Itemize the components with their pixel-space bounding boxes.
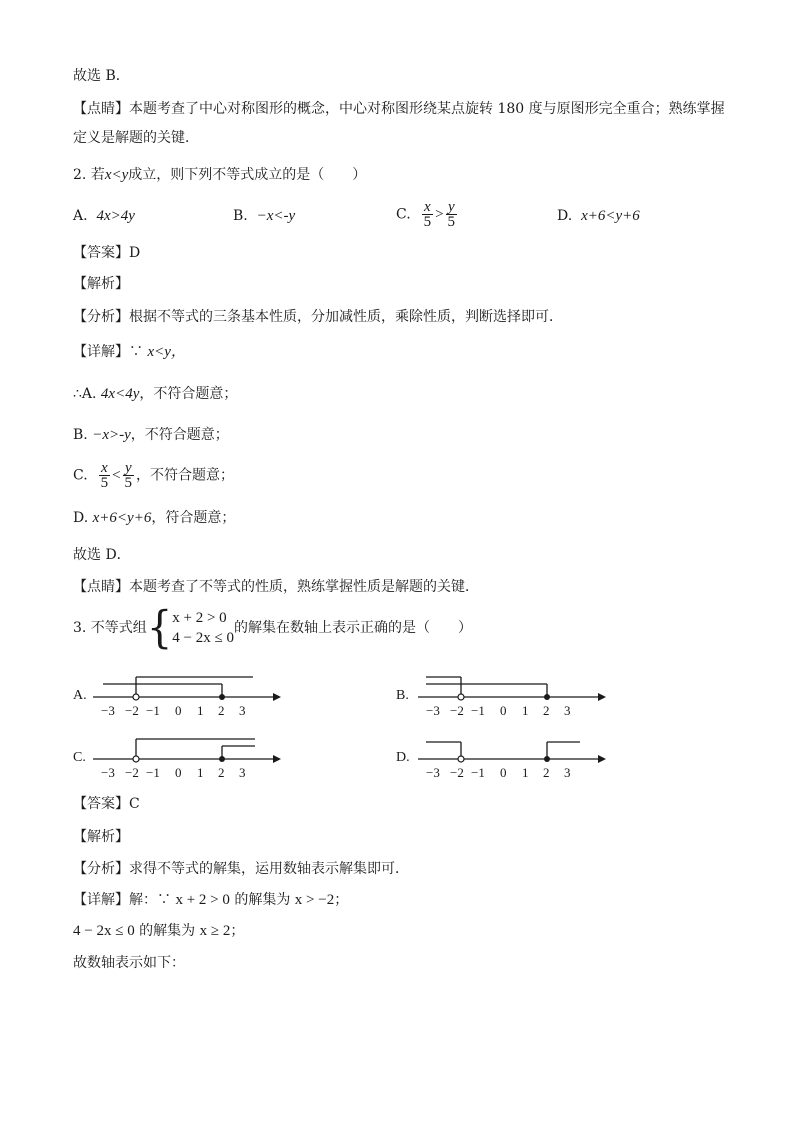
svg-text:2: 2 xyxy=(543,703,550,718)
q2-step-d: D. x+6<y+6，符合题意； xyxy=(73,510,236,526)
q3-system-brace: { xyxy=(146,602,173,654)
svg-text:1: 1 xyxy=(197,703,204,718)
svg-text:3: 3 xyxy=(564,703,571,718)
q2-analysis: 【分析】根据不等式的三条基本性质，分加减性质，乘除性质，判断选择即可． xyxy=(73,309,563,325)
q2-step-c-frac2: $\frac{y}{5}$ xyxy=(124,460,133,491)
svg-text:−3: −3 xyxy=(426,765,440,780)
q2-step-c-frac1: $\frac{x}{5}$ xyxy=(100,460,109,491)
svg-text:2: 2 xyxy=(218,703,225,718)
q3-system: x + 2 > 0 4 − 2x ≤ 0 xyxy=(172,610,234,646)
q3-option-a-label: A. xyxy=(73,688,87,703)
svg-text:2: 2 xyxy=(543,765,550,780)
q2-detail: 【详解】∵ x<y， xyxy=(73,344,186,360)
svg-text:1: 1 xyxy=(197,765,204,780)
svg-text:−3: −3 xyxy=(101,703,115,718)
svg-text:−3: −3 xyxy=(101,765,115,780)
q2-stem: 2. 若x<y成立，则下列不等式成立的是（ ） xyxy=(73,167,367,183)
svg-text:−2: −2 xyxy=(125,765,139,780)
svg-text:0: 0 xyxy=(500,703,507,718)
q3-option-d-label: D. xyxy=(396,750,410,765)
svg-text:3: 3 xyxy=(564,765,571,780)
q3-ticks-d xyxy=(426,765,571,780)
q3-numberline-a xyxy=(93,672,283,722)
q3-ticks-a xyxy=(101,703,246,718)
svg-text:−2: −2 xyxy=(125,703,139,718)
svg-text:0: 0 xyxy=(175,765,182,780)
q3-answer: 【答案】C xyxy=(73,796,140,812)
q2-step-c: C. $\frac{x}{5}$ < $\frac{y}{5}$ ，不符合题意； xyxy=(73,460,235,491)
svg-text:3: 3 xyxy=(239,703,246,718)
q2-remark: 【点睛】本题考查了不等式的性质，熟练掌握性质是解题的关键． xyxy=(73,579,479,595)
q2-option-b: B. −x<-y xyxy=(233,208,296,224)
q2-option-c-frac2: $\frac{y}{5}$ xyxy=(447,199,456,230)
q2-step-b: B. −x>-y，不符合题意； xyxy=(73,427,229,443)
prev-conclusion: 故选 B． xyxy=(73,68,130,84)
q3-conclusion: 故数轴表示如下： xyxy=(73,955,185,971)
svg-text:−3: −3 xyxy=(426,703,440,718)
svg-text:3: 3 xyxy=(239,765,246,780)
q3-option-c-label: C. xyxy=(73,750,86,765)
q3-ticks-b xyxy=(426,703,571,718)
q3-detail-2: 4 − 2x ≤ 0 的解集为 x ≥ 2； xyxy=(73,923,245,939)
svg-text:1: 1 xyxy=(522,703,529,718)
svg-text:−2: −2 xyxy=(450,765,464,780)
q2-conclusion: 故选 D． xyxy=(73,547,131,563)
q3-numberline-d xyxy=(418,734,608,784)
svg-text:−1: −1 xyxy=(471,765,485,780)
svg-text:−1: −1 xyxy=(471,703,485,718)
svg-text:1: 1 xyxy=(522,765,529,780)
svg-text:2: 2 xyxy=(218,765,225,780)
prev-remark-line2: 定义是解题的关键． xyxy=(73,130,199,146)
svg-text:0: 0 xyxy=(175,703,182,718)
q3-detail-1: 【详解】解：∵ x + 2 > 0 的解集为 x > −2； xyxy=(73,892,349,908)
q3-ticks-c xyxy=(101,765,246,780)
q3-stem: 3. 不等式组{ x + 2 > 0 4 − 2x ≤ 0 的解集在数轴上表示正确的是（ ） xyxy=(73,602,472,654)
q3-analysis-title: 【解析】 xyxy=(73,829,129,845)
q2-option-c-frac1: $\frac{x}{5}$ xyxy=(423,199,432,230)
q3-option-b-label: B. xyxy=(396,688,409,703)
svg-text:−2: −2 xyxy=(450,703,464,718)
q3-numberline-c xyxy=(93,734,283,784)
q2-step-a: ∴A. 4x<4y，不符合题意； xyxy=(73,386,238,402)
q2-answer: 【答案】D xyxy=(73,245,141,261)
q3-numberline-b xyxy=(418,672,608,722)
prev-remark-line1: 【点睛】本题考查了中心对称图形的概念，中心对称图形绕某点旋转 180 度与原图形完全重合；熟练掌握 xyxy=(73,101,725,117)
svg-text:0: 0 xyxy=(500,765,507,780)
q2-option-a: A. 4x>4y xyxy=(73,208,135,224)
q3-analysis: 【分析】求得不等式的解集，运用数轴表示解集即可． xyxy=(73,861,409,877)
svg-text:−1: −1 xyxy=(146,765,160,780)
q2-analysis-title: 【解析】 xyxy=(73,276,129,292)
q2-option-c: C. $\frac{x}{5}$ > $\frac{y}{5}$ xyxy=(396,199,456,230)
q2-option-d: D. x+6<y+6 xyxy=(557,208,640,224)
svg-text:−1: −1 xyxy=(146,703,160,718)
